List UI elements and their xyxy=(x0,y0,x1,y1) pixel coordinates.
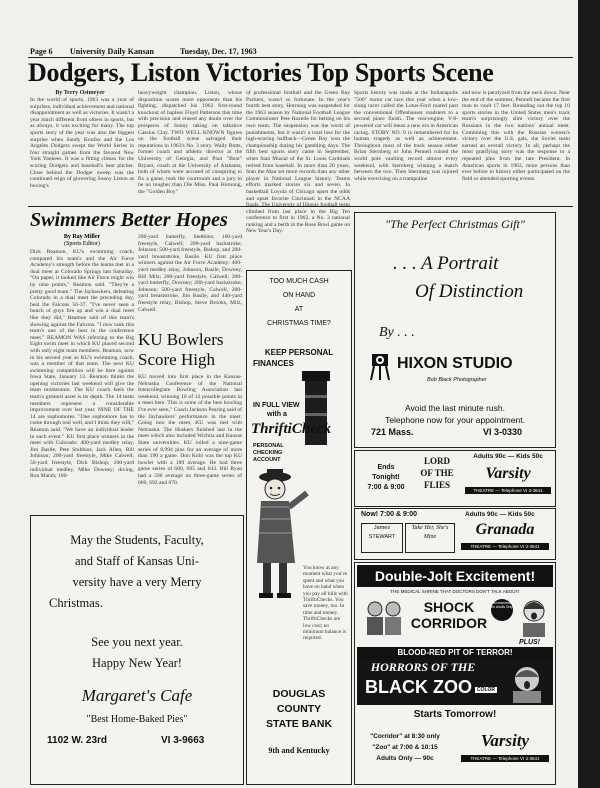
flies-tonight: Tonight! xyxy=(372,474,400,481)
bank-question-line3: AT xyxy=(294,306,304,313)
hixon-telephone: Telephone now for your appointment. xyxy=(385,415,525,425)
camera-icon xyxy=(369,351,391,381)
article-column-3: of professional football and the Green Bay Packers, wasn't so fortunate. In the year's fourth best story, Hornung was suspended for the 1963 season by National Football League Commissioner Pete Rozelle for betting on his own team. The suspension was the worst of punishments, but it wasn't a total loss for the high-scoring halfback—Green Bay won the championship during his gambling days. The fifth best sports story came in September, when Stan Musial of the St. Louis Cardinals retired from baseball. In more than 20 years, Stan the Man set more records than any other player in National League history. Teams efforts marked stories six and seven. In basketball Loyola of Chicago upset the odds and upset favorite Cincinnati in the NCAA climbed from last place in the Big Ten conference to first in 1962, a No. 3 national ranking and a berth in the Rose Bowl game on New Year's Day. xyxy=(246,90,350,235)
flies-title-line3: FLIES xyxy=(423,480,450,490)
article-byline: By Terry Ostmeyer xyxy=(55,90,105,96)
article-column-1: In the world of sports, 1963 was a year of surprises, individual achievement and national disappointment as well as victories. It wasn't a year much different from others in sports, but as always, it was exciting for many. The top sports story of the year was also the biggest surprise when Sandy Koufax and the Los Angeles Dodgers swept the World Series in four straight games from the favored New York Yankees. It was a fitting climax for the scoring Dodgers and baseball's best pitcher. Close behind the Dodger sweep was the continued reign of glowering Sonny Liston as boxing's xyxy=(30,97,134,189)
page-number: Page 6 xyxy=(30,47,53,56)
hixon-portrait-line2: Of Distinction xyxy=(415,281,524,302)
bank-keep xyxy=(247,347,351,369)
granada-prices: Adults 90c — Kids 50c xyxy=(465,511,535,518)
bank-name xyxy=(247,687,351,732)
bank-question-line4: CHRISTMAS TIME? xyxy=(267,320,331,327)
flies-times: 7:00 & 9:00 xyxy=(367,484,405,491)
bank-account-type xyxy=(253,443,284,464)
bank-view-line2: with a xyxy=(267,411,287,418)
double-jolt-theatre-logo: Varsity xyxy=(480,731,530,750)
article-column-4: Sports history was made at the Indianapolis "500" motor car race this year when a low-slung racer called the Lotus-Ford roared past the conventional Offenhauser roadsters to a second place finish. The rear-engine, V-8-powered car will mean a new era in American racing. STORY NO. 9 is remembered for its human tragedy as well as achievement. Throughout most of the track season either Brian Sternberg or John Pennell ruined the world pole vaulting record almost every weekend, with Sternberg winning a match between the two. Then Sternberg was injured while exercising on a trampoline xyxy=(354,90,458,182)
granada-star: James STEWART xyxy=(361,523,403,553)
bowlers-headline-line2: Score High xyxy=(138,350,215,369)
issue-date: Tuesday, Dec. 17, 1963 xyxy=(180,47,257,56)
bank-view-line1: IN FULL VIEW xyxy=(253,402,300,409)
flies-title xyxy=(415,455,459,491)
flies-title-line2: OF THE xyxy=(420,468,454,478)
double-jolt-showtimes xyxy=(359,731,451,764)
cafe-greeting-line4: Christmas. xyxy=(49,596,103,610)
black-zoo-horrors xyxy=(363,661,483,674)
bowlers-headline-line1: KU Bowlers xyxy=(138,330,224,349)
granada-ad xyxy=(354,508,556,560)
article-column-5: and now is paralyzed from the neck down. Near the end of the summer, Pennell became the first man to vault 17 feet. Rounding out the top 10 sports stories in the United States men's track team's surprisingly slim victory over the Russians in the two nations' annual meet. Combining this with the Russian women's victory over the U.S. gals, the Soviet team earned an overall victory. In all, perhaps the most gratifying story was the response to a repeated plea from the late President. In American sports in 1963, more persons than ever before in history either participated on the field or attended sporting events. xyxy=(462,90,570,182)
bowlers-headline xyxy=(138,330,242,370)
flies-prices: Adults 90c — Kids 50c xyxy=(473,453,543,460)
black-zoo-title: BLACK ZOO xyxy=(365,677,472,697)
cafe-newyear-line1: See you next year. xyxy=(91,635,183,649)
bank-name-line2: COUNTY xyxy=(276,703,322,715)
scan-edge xyxy=(578,0,600,788)
hixon-studio-ad xyxy=(354,212,556,448)
bank-view xyxy=(253,401,300,419)
cafe-greeting xyxy=(31,530,243,614)
granada-theatre-sub: THEATRE — Telephone VI 3-3641 xyxy=(461,543,549,550)
starts-tomorrow: Starts Tomorrow! xyxy=(413,709,497,720)
bank-account-line1: PERSONAL xyxy=(253,443,284,449)
flies-ends: Ends xyxy=(377,464,395,471)
flies-showtimes xyxy=(361,463,411,493)
double-jolt-title: Double-Jolt Excitement! xyxy=(357,565,553,587)
doctors-illustration xyxy=(361,597,407,635)
cafe-newyear xyxy=(31,632,243,674)
color-badge: COLOR xyxy=(476,687,496,693)
main-headline: Dodgers, Liston Victories Top Sports Scene xyxy=(28,58,494,87)
bank-ad xyxy=(246,270,352,785)
zoo-time: "Zoo" at 7:00 & 10:15 xyxy=(372,744,438,751)
swim-byline: By Ray Miller xyxy=(63,234,101,240)
granada-theatre-logo: Granada xyxy=(475,521,535,538)
hixon-studio-name: HIXON STUDIO xyxy=(397,355,513,372)
swim-byline-title: (Sports Editor) xyxy=(64,241,100,247)
swim-column-2: 200-yard butterfly, Stebbins; 100-yard freestyle, Calwell; 200-yard backstroke, Johnson; 500-yard freestyle, Bishop, and 200-yard breaststroke, Basile. KU first place winners against the Air Force Academy: 400-yard medley relay, Johnson, Basile, Downey, Bill Milz; 200-yard freestyle, Calwell; 200-yard butterfly, Downey; 200-yard backstroke, Johnson; 500-yard freestyle, Calwell, 200-yard breaststroke, Jim Basile, and 440-yard freestyle relay, Bishop, Steve Brooks, Milz, Calwell. xyxy=(138,234,242,313)
plus-label: PLUS! xyxy=(519,639,540,646)
cafe-greeting-line3: versity have a very Merry xyxy=(72,575,202,589)
shock-title-line1: SHOCK xyxy=(423,599,475,615)
double-jolt-prices: Adults Only — 90c xyxy=(376,755,434,762)
shock-corridor-title xyxy=(409,599,489,631)
margarets-cafe-ad xyxy=(30,515,244,785)
black-zoo-panel xyxy=(357,659,553,705)
double-jolt-ad xyxy=(354,562,556,785)
varsity-flies-ad xyxy=(354,450,556,507)
cafe-newyear-line2: Happy New Year! xyxy=(92,656,182,670)
cafe-greeting-line1: May the Students, Faculty, xyxy=(70,533,204,547)
bank-account-line2: CHECKING xyxy=(253,450,283,456)
hixon-portrait-line1: . . . A Portrait xyxy=(393,253,499,274)
hixon-phone: VI 3-0330 xyxy=(483,427,523,437)
black-zoo-word1: HORRORS xyxy=(370,660,429,674)
double-jolt-theatre-sub: THEATRE — Telephone VI 3-3641 xyxy=(461,755,549,762)
swim-column-1: Dick Reamon, KU's swimming coach, compared his team's and the Air Force Academy's strength before the teams met in a dual meet at Colorado Springs last Saturday. "On paper, it looked like Air Force might win by nine points," Reamon said. "They're a pretty good team." The Jayhawkers, defeating Colorado in a dual meet the preceding day, beat the Falcons 56-37. "I've never seen a bunch of guys fire up and win a dual meet like they did," Reamon said of this team's showing against the Falcons. "I now rank this team's one of the best in the conference meet." REAMON WAS referring to the Big Eight swim meet in which KU placed second with only eight team members. Reamon, now in his second year as KU's swimming coach, was a member of that team. The next KU swimming competition will be here against Iowa State, January 13. Reamon thinks the opening victories last weekend will give the team momentum. The KU coach feels the team's greatest asset is its depth. The 14 team members represent a considerable improvement over last year. NINE OF THE 14 are sophomores. "One sophomore has to come through real well, and I think they will," Reamon said. "We have an individual leader in each event." KU first place winners in the meet with Colorado: 400-yard medley relay, Jim Basile, Pete Stubbins, Jack Allen, Bill Johnson; 200-yard freestyle, Mike Calwell; 50-yard freestyle, Dick Bishop; 200-yard individual medley, Mike Downey; diving, Ron Marsh; 100- xyxy=(30,249,134,480)
swim-headline: Swimmers Better Hopes xyxy=(30,209,228,231)
bank-keep-line2: FINANCES xyxy=(253,359,294,368)
paper-name: University Daily Kansan xyxy=(70,47,155,56)
hixon-avoid: Avoid the last minute rush. xyxy=(404,403,505,413)
screaming-woman-illustration xyxy=(517,597,551,637)
hixon-title: "The Perfect Christmas Gift" xyxy=(385,217,525,231)
black-zoo-illustration xyxy=(507,663,549,703)
bank-account-line3: ACCOUNT xyxy=(253,457,281,463)
blood-red-tagline: BLOOD-RED PIT OF TERROR! xyxy=(357,647,553,659)
granada-film: Take Her, She's Mine xyxy=(405,523,455,553)
bank-name-line1: DOUGLAS xyxy=(272,688,326,700)
flies-theatre-sub: THEATRE — Telephone VI 3-3641 xyxy=(465,487,551,494)
cafe-slogan: "Best Home-Baked Pies" xyxy=(86,714,188,725)
cafe-address: 1102 W. 23rd xyxy=(47,735,108,746)
section-rule xyxy=(28,206,573,207)
flies-title-line1: LORD xyxy=(423,456,450,466)
black-zoo-word2: OF THE xyxy=(431,660,476,674)
article-column-2: heavyweight champion. Liston, whose disposition scares more opponents than his fighting, dispatched his 1962 first-round knockout of hapless Floyd Patterson this time with precision and erased any doubt over the prospects of Sonny taking on talkative Cassius Clay. TWO WELL KNOWN figures on the football scene salvaged their reputations in 1963's No. 3 story. Wally Butts, former coach and athletic director at the University of Georgia, and Paul "Bear" Bryant, coach at the University of Alabama, both of whom were accused of conspiring to fix a game, took the courtroom and a jury to be no tougher than Ole Miss. Paul Hornung, the "Golden Boy" xyxy=(138,90,242,195)
bank-question-line2: ON HAND xyxy=(282,292,316,299)
bank-keep-line1: KEEP PERSONAL xyxy=(264,348,334,357)
flies-theatre-logo: Varsity xyxy=(485,465,531,482)
bank-name-line3: STATE BANK xyxy=(265,718,333,730)
bank-thrifticheck-logo: ThriftiCheck xyxy=(251,421,332,437)
cafe-name: Margaret's Cafe xyxy=(81,686,193,705)
corridor-time: "Corridor" at 8:30 only xyxy=(370,733,440,740)
bank-address: 9th and Kentucky xyxy=(268,746,330,755)
recommended-badge: Recommended for Adults Only xyxy=(491,599,513,621)
bank-blurb: You know at any moment what you've spent and what you have on hand when you pay all bills with ThriftiChecks. You save money, too. In time and money. ThriftiChecks are low cost; no minimum balance is required. xyxy=(303,565,348,642)
cafe-greeting-line2: and Staff of Kansas Uni- xyxy=(74,554,200,568)
hixon-address: 721 Mass. xyxy=(371,427,414,437)
hixon-by: By . . . xyxy=(379,325,415,340)
bank-question-line1: TOO MUCH CASH xyxy=(269,278,329,285)
bank-question xyxy=(247,275,351,331)
bowlers-body: KU moved into first place in the Kansas-Nebraska Conference of the National Intercollegiate Bowling Association last weekend, winning 10 of 12 possible points in a meet here. This is some of the best bowling I've ever seen," Coach Jackson Pearing said of the Jayhawkers' performance in the meet. Going into the meet, KU was tied with Nebraska. The Huskers finished last in the meet which also included Wichita and Kansas State universities. KU rolled a nine-game series of 8,994 pins for an average of more than 190 a game. Don Kuhl was the top KU bowler with a 189 average. He had three game series of 600, 695 and 643. Bill Ryan had a 596 average on three-game series of 600, 692 and 670. xyxy=(138,374,242,486)
cafe-phone: VI 3-9663 xyxy=(161,735,205,746)
granada-now: Now! 7:00 & 9:00 xyxy=(361,511,418,518)
shock-title-line2: CORRIDOR xyxy=(410,615,488,631)
shock-tagline: THE MEDICAL SHRINE THAT DOCTORS DON'T TALK ABOUT! xyxy=(390,589,520,594)
hixon-photographer: Bob Black Photographer xyxy=(427,377,487,383)
